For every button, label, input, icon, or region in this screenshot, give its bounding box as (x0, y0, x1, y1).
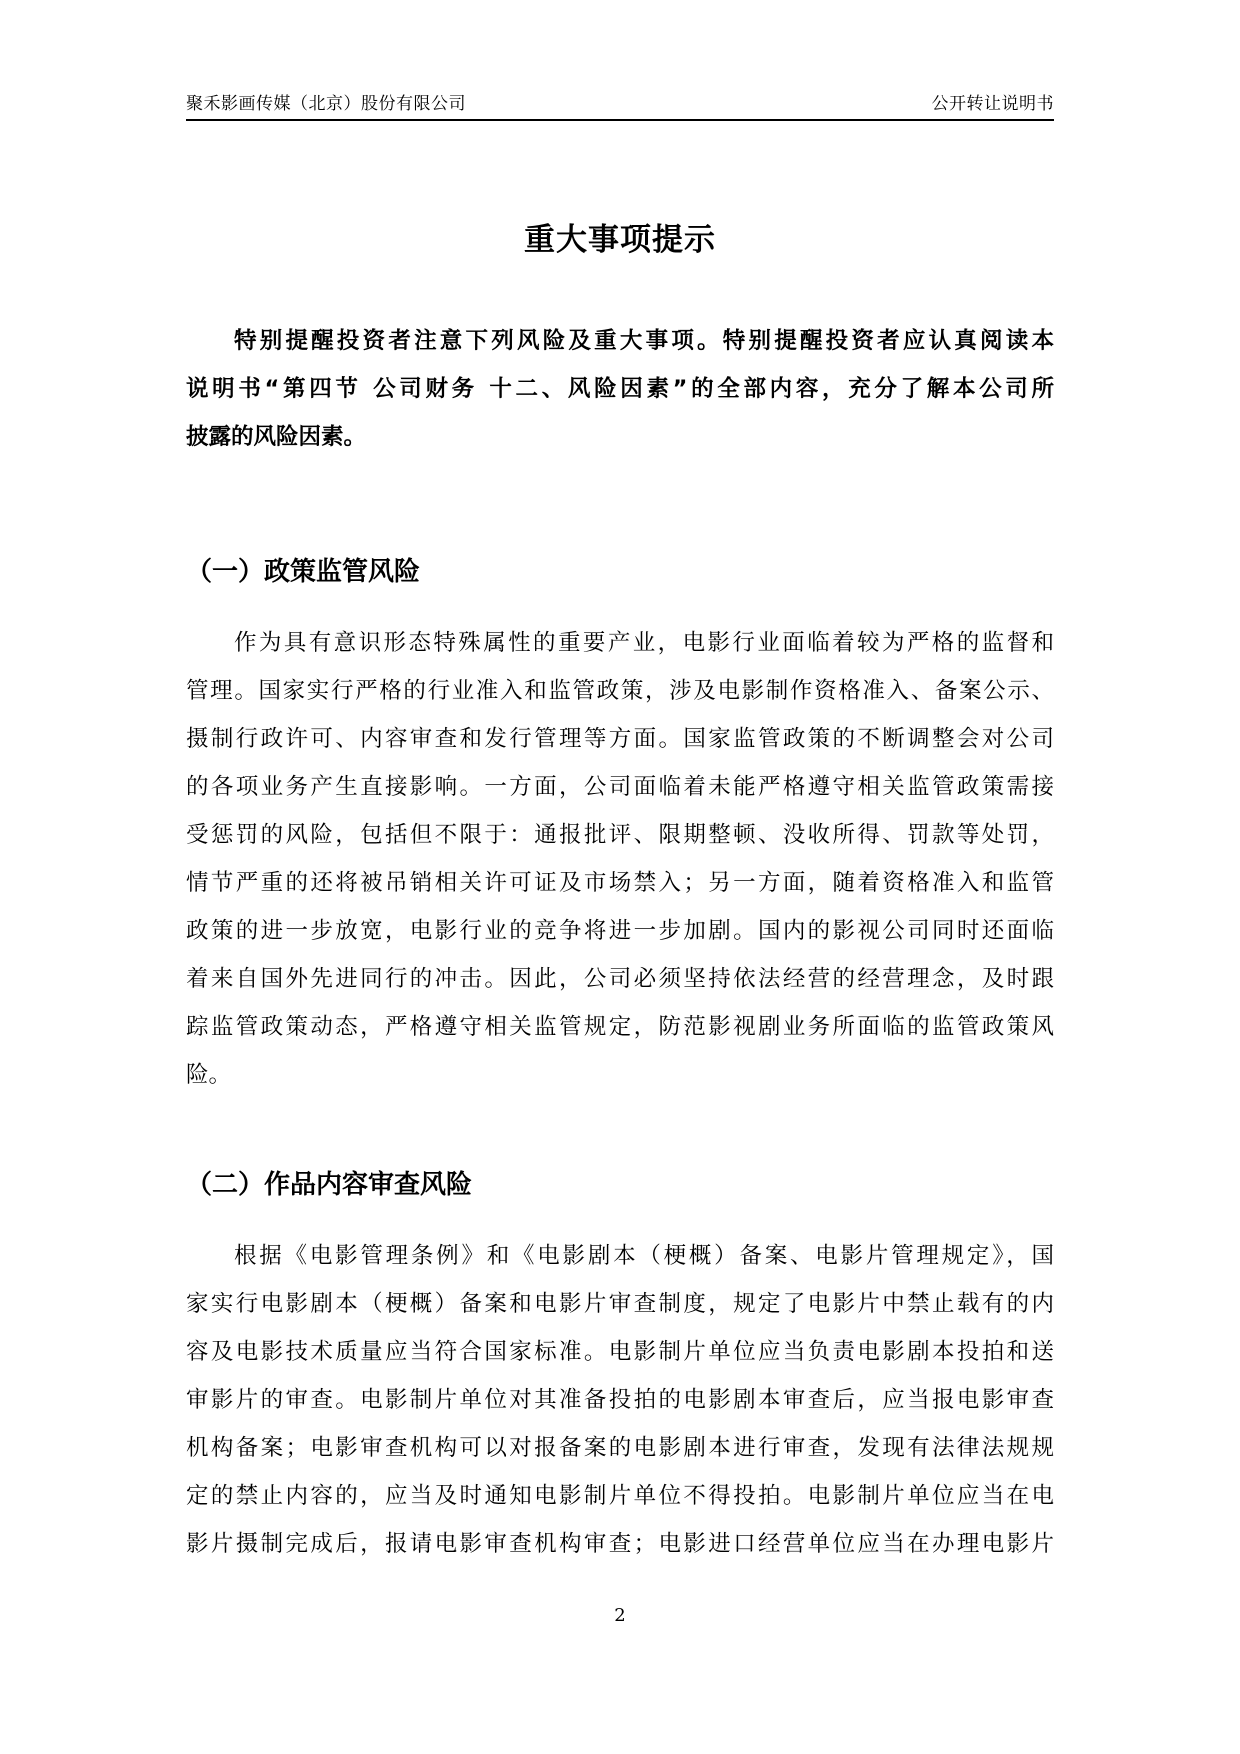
paragraph-line: 特别提醒投资者注意下列风险及重大事项。特别提醒投资者应认真阅读本 (234, 328, 1054, 354)
paragraph-line: 说明书“第四节 公司财务 十二、风险因素”的全部内容，充分了解本公司所 (186, 376, 1054, 402)
intro-paragraph (186, 317, 1054, 461)
paragraph-line: 影片摄制完成后，报请电影审查机构审查；电影进口经营单位应当在办理电影片 (186, 1531, 1054, 1557)
paragraph-line: 披露的风险因素。 (186, 424, 367, 450)
paragraph-line: 政策的进一步放宽，电影行业的竞争将进一步加剧。国内的影视公司同时还面临 (186, 918, 1054, 944)
section-paragraph (186, 1232, 1054, 1568)
paragraph-line: 管理。国家实行严格的行业准入和监管政策，涉及电影制作资格准入、备案公示、 (186, 678, 1054, 704)
paragraph-line: 踪监管政策动态，严格遵守相关监管规定，防范影视剧业务所面临的监管政策风 (186, 1014, 1054, 1040)
paragraph-line: 作为具有意识形态特殊属性的重要产业，电影行业面临着较为严格的监督和 (234, 630, 1054, 656)
paragraph-line: 容及电影技术质量应当符合国家标准。电影制片单位应当负责电影剧本投拍和送 (186, 1339, 1054, 1365)
paragraph-line: 机构备案；电影审查机构可以对报备案的电影剧本进行审查，发现有法律法规规 (186, 1435, 1054, 1461)
header-document-type: 公开转让说明书 (931, 94, 1054, 114)
paragraph-line: 定的禁止内容的，应当及时通知电影制片单位不得投拍。电影制片单位应当在电 (186, 1483, 1054, 1509)
paragraph-line: 根据《电影管理条例》和《电影剧本（梗概）备案、电影片管理规定》，国 (234, 1243, 1054, 1269)
paragraph-line: 情节严重的还将被吊销相关许可证及市场禁入；另一方面，随着资格准入和监管 (186, 870, 1054, 896)
header-company-name: 聚禾影画传媒（北京）股份有限公司 (186, 94, 466, 114)
page-number: 2 (614, 1605, 626, 1626)
paragraph-line: 审影片的审查。电影制片单位对其准备投拍的电影剧本审查后，应当报电影审查 (186, 1387, 1054, 1413)
section-heading: （二）作品内容审查风险 (186, 1170, 473, 1200)
paragraph-line: 着来自国外先进同行的冲击。因此，公司必须坚持依法经营的经营理念，及时跟 (186, 966, 1054, 992)
section-heading: （一）政策监管风险 (186, 557, 421, 587)
page-title: 重大事项提示 (524, 222, 716, 258)
paragraph-line: 受惩罚的风险，包括但不限于：通报批评、限期整顿、没收所得、罚款等处罚， (186, 822, 1054, 848)
paragraph-line: 险。 (186, 1062, 232, 1088)
running-header (186, 84, 1054, 121)
paragraph-line: 摄制行政许可、内容审查和发行管理等方面。国家监管政策的不断调整会对公司 (186, 726, 1054, 752)
section-paragraph (186, 619, 1054, 1099)
paragraph-line: 家实行电影剧本（梗概）备案和电影片审查制度，规定了电影片中禁止载有的内 (186, 1291, 1054, 1317)
paragraph-line: 的各项业务产生直接影响。一方面，公司面临着未能严格遵守相关监管政策需接 (186, 774, 1054, 800)
